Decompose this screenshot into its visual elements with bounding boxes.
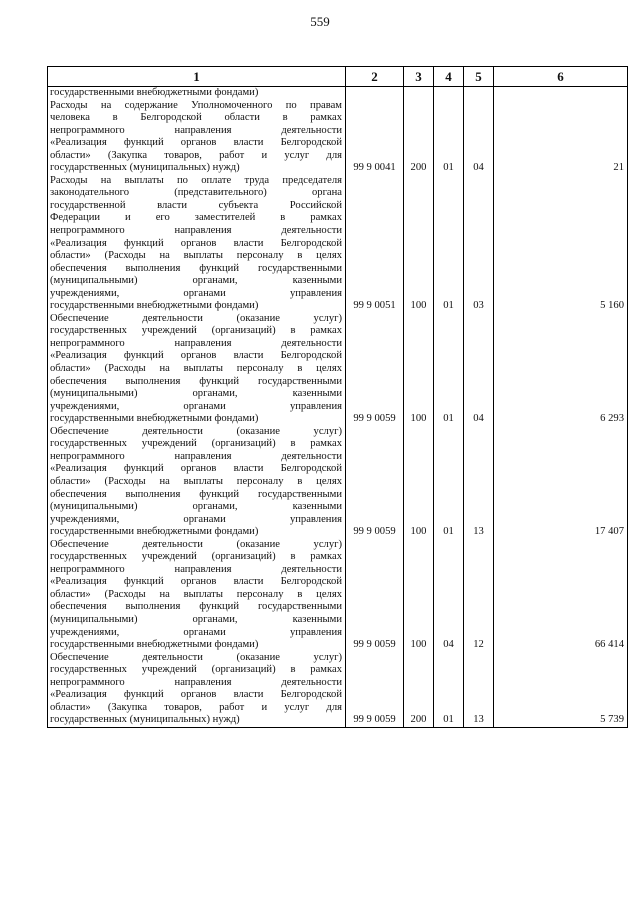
page-number: 559 xyxy=(310,14,330,29)
row-expense-type: 200 xyxy=(404,652,434,728)
row-expense-type xyxy=(404,87,434,100)
row-section: 01 xyxy=(434,175,464,313)
row-expense-type: 100 xyxy=(404,175,434,313)
row-description xyxy=(48,100,346,175)
description-line: государственными внебюджетными фондами) xyxy=(50,413,259,425)
row-subsection: 13 xyxy=(464,426,494,539)
row-subsection: 12 xyxy=(464,539,494,652)
description-line: непрограммного направления деятельности xyxy=(50,563,342,575)
row-description xyxy=(48,539,346,652)
description-line: обеспечения выполнения функций государственными xyxy=(50,488,342,500)
description-line: «Реализация функций органов власти Белгородской xyxy=(50,689,342,701)
description-line: (муниципальными) органами, казенными xyxy=(50,275,342,287)
description-line: государственных учреждений (организаций) в рамках xyxy=(50,438,342,450)
table-row xyxy=(48,100,628,175)
table-row xyxy=(48,539,628,652)
row-amount: 6 293 xyxy=(494,313,628,426)
description-line: государственными внебюджетными фондами) xyxy=(50,300,259,312)
row-section: 04 xyxy=(434,539,464,652)
description-line: Федерации и его заместителей в рамках xyxy=(50,212,342,224)
description-line: (муниципальными) органами, казенными xyxy=(50,613,342,625)
table-row xyxy=(48,313,628,426)
row-section xyxy=(434,87,464,100)
description-line: обеспечения выполнения функций государственными xyxy=(50,601,342,613)
description-line: государственными внебюджетными фондами) xyxy=(50,87,259,98)
description-line: непрограммного направления деятельности xyxy=(50,676,342,688)
description-line: непрограммного направления деятельности xyxy=(50,450,342,462)
col-header-code: 2 xyxy=(346,67,404,87)
description-line: государственных (муниципальных) нужд) xyxy=(50,162,240,174)
description-line: государственными внебюджетными фондами) xyxy=(50,526,259,538)
description-line: области» (Расходы на выплаты персоналу в целях xyxy=(50,588,342,600)
table-row xyxy=(48,426,628,539)
row-expense-type: 100 xyxy=(404,313,434,426)
row-code: 99 9 0059 xyxy=(346,426,404,539)
description-line: «Реализация функций органов власти Белгородской xyxy=(50,576,342,588)
row-description xyxy=(48,652,346,728)
row-code: 99 9 0059 xyxy=(346,313,404,426)
description-line: непрограммного направления деятельности xyxy=(50,124,342,136)
row-section: 01 xyxy=(434,100,464,175)
row-section: 01 xyxy=(434,652,464,728)
description-line: государственных учреждений (организаций) в рамках xyxy=(50,551,342,563)
description-line: области» (Расходы на выплаты персоналу в целях xyxy=(50,475,342,487)
description-line: государственных учреждений (организаций) в рамках xyxy=(50,664,342,676)
row-code: 99 9 0059 xyxy=(346,652,404,728)
row-expense-type: 100 xyxy=(404,539,434,652)
row-description xyxy=(48,313,346,426)
description-line: области» (Закупка товаров, работ и услуг для xyxy=(50,701,342,713)
row-subsection: 04 xyxy=(464,100,494,175)
row-expense-type: 200 xyxy=(404,100,434,175)
description-line: области» (Закупка товаров, работ и услуг для xyxy=(50,149,342,161)
description-line: (муниципальными) органами, казенными xyxy=(50,501,342,513)
description-line: «Реализация функций органов власти Белгородской xyxy=(50,350,342,362)
row-code xyxy=(346,87,404,100)
description-line: государственных учреждений (организаций) в рамках xyxy=(50,325,342,337)
description-line: обеспечения выполнения функций государственными xyxy=(50,262,342,274)
row-subsection: 03 xyxy=(464,175,494,313)
row-description xyxy=(48,175,346,313)
table-row xyxy=(48,87,628,100)
description-line: (муниципальными) органами, казенными xyxy=(50,388,342,400)
col-header-type: 3 xyxy=(404,67,434,87)
description-line: Обеспечение деятельности (оказание услуг) xyxy=(50,425,342,437)
col-header-amount: 6 xyxy=(494,67,628,87)
table-row xyxy=(48,175,628,313)
description-line: непрограммного направления деятельности xyxy=(50,337,342,349)
description-line: Расходы на выплаты по оплате труда председателя xyxy=(50,174,342,186)
description-line: Обеспечение деятельности (оказание услуг) xyxy=(50,538,342,550)
row-code: 99 9 0051 xyxy=(346,175,404,313)
description-line: законодательного (представительного) органа xyxy=(50,187,342,199)
row-amount: 21 xyxy=(494,100,628,175)
description-line: Обеспечение деятельности (оказание услуг) xyxy=(50,651,342,663)
budget-table xyxy=(47,66,628,728)
row-amount: 66 414 xyxy=(494,539,628,652)
description-line: учреждениями, органами управления xyxy=(50,626,342,638)
description-line: «Реализация функций органов власти Белгородской xyxy=(50,237,342,249)
row-amount: 17 407 xyxy=(494,426,628,539)
row-subsection: 13 xyxy=(464,652,494,728)
description-line: Обеспечение деятельности (оказание услуг) xyxy=(50,312,342,324)
row-amount: 5 160 xyxy=(494,175,628,313)
description-line: учреждениями, органами управления xyxy=(50,400,342,412)
row-expense-type: 100 xyxy=(404,426,434,539)
description-line: обеспечения выполнения функций государственными xyxy=(50,375,342,387)
row-amount xyxy=(494,87,628,100)
description-line: области» (Расходы на выплаты персоналу в целях xyxy=(50,363,342,375)
row-subsection xyxy=(464,87,494,100)
description-line: Расходы на содержание Уполномоченного по правам xyxy=(50,99,342,111)
description-line: области» (Расходы на выплаты персоналу в целях xyxy=(50,250,342,262)
table-header-row xyxy=(48,67,628,87)
row-description xyxy=(48,87,346,100)
description-line: учреждениями, органами управления xyxy=(50,513,342,525)
table-row xyxy=(48,652,628,728)
col-header-section: 4 xyxy=(434,67,464,87)
description-line: учреждениями, органами управления xyxy=(50,287,342,299)
description-line: человека в Белгородской области в рамках xyxy=(50,112,342,124)
row-amount: 5 739 xyxy=(494,652,628,728)
col-header-description: 1 xyxy=(48,67,346,87)
description-line: государственных (муниципальных) нужд) xyxy=(50,714,240,726)
description-line: «Реализация функций органов власти Белгородской xyxy=(50,463,342,475)
row-description xyxy=(48,426,346,539)
description-line: непрограммного направления деятельности xyxy=(50,225,342,237)
col-header-subsection: 5 xyxy=(464,67,494,87)
description-line: государственной власти субъекта Российской xyxy=(50,199,342,211)
description-line: государственными внебюджетными фондами) xyxy=(50,639,259,651)
row-code: 99 9 0041 xyxy=(346,100,404,175)
description-line: «Реализация функций органов власти Белгородской xyxy=(50,137,342,149)
row-subsection: 04 xyxy=(464,313,494,426)
row-section: 01 xyxy=(434,426,464,539)
row-code: 99 9 0059 xyxy=(346,539,404,652)
row-section: 01 xyxy=(434,313,464,426)
